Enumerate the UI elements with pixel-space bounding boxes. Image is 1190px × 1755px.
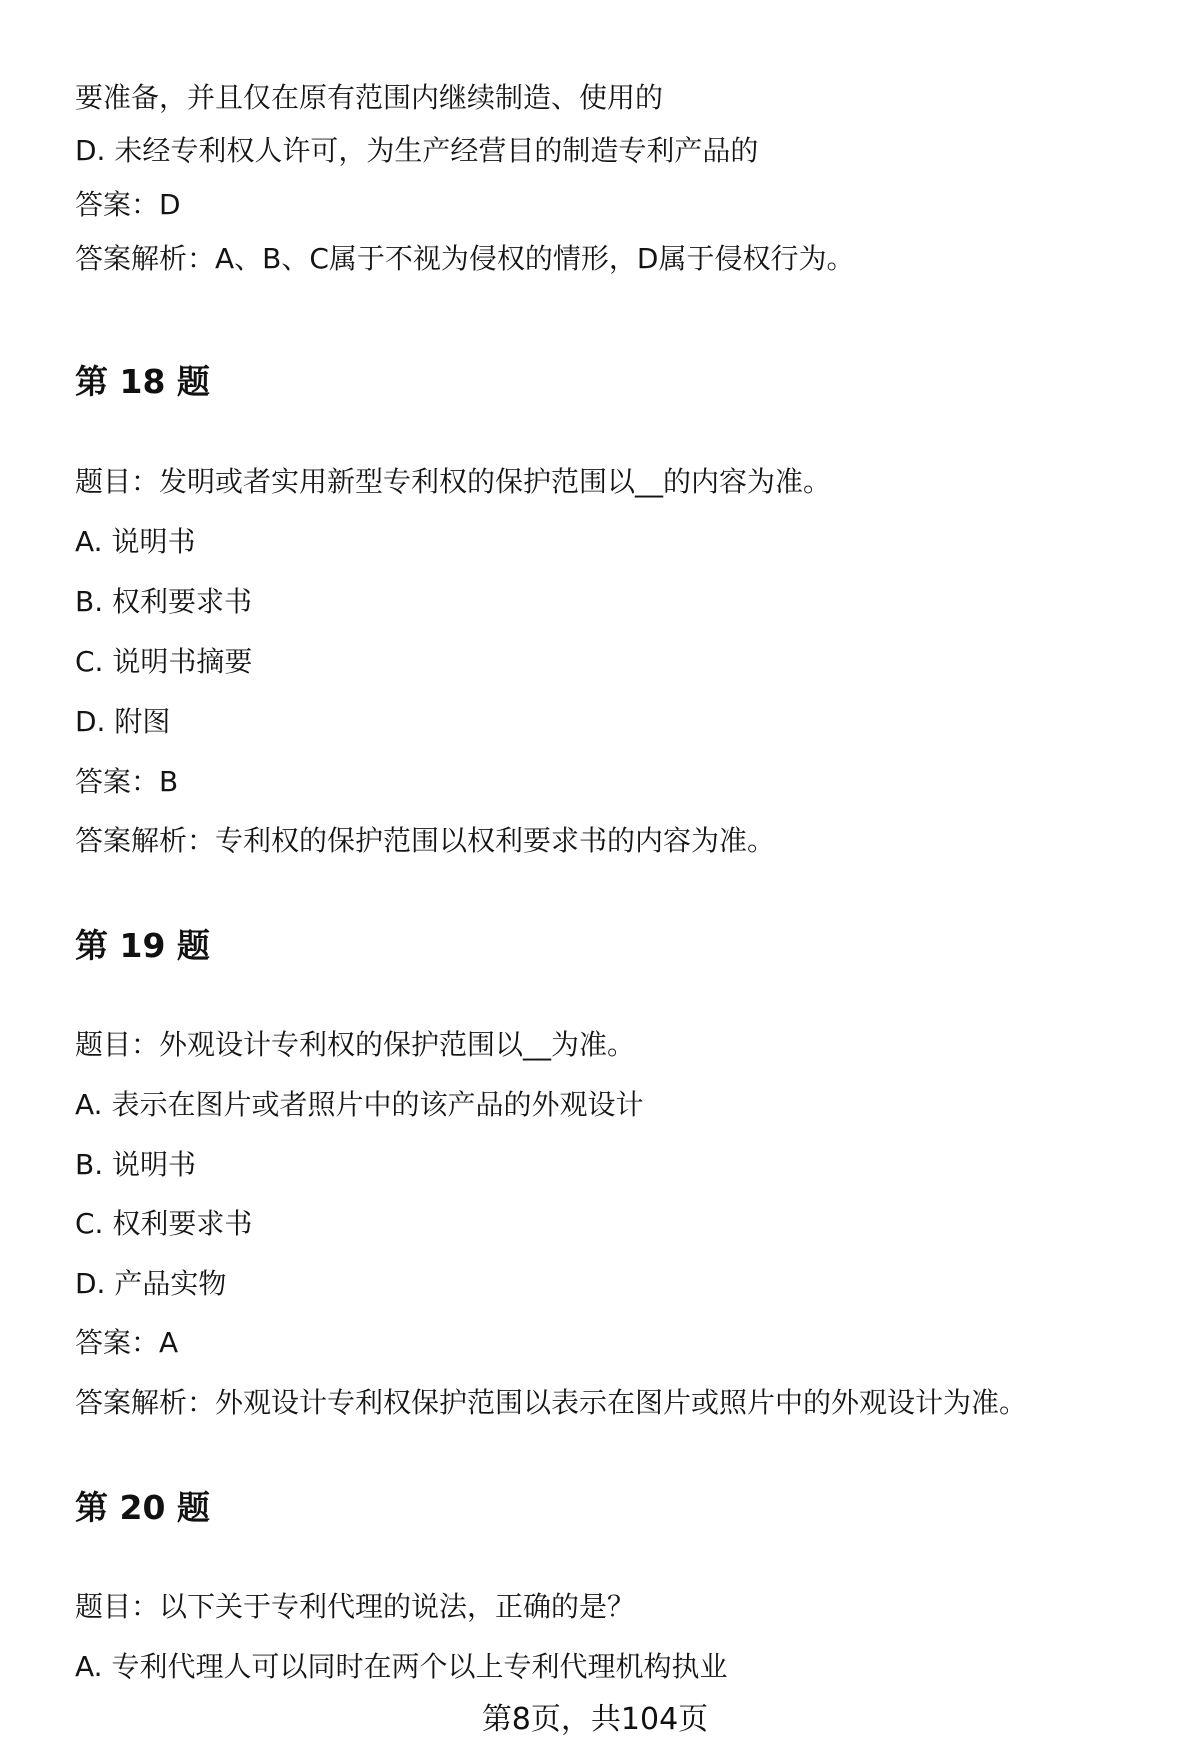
q19-option-c: C. 权利要求书 [75, 1207, 253, 1240]
q18-question: 题目：发明或者实用新型专利权的保护范围以__的内容为准。 [75, 465, 832, 498]
q17-option-d: D. 未经专利权人许可，为生产经营目的制造专利产品的 [75, 134, 759, 167]
q18-option-a: A. 说明书 [75, 525, 196, 558]
q18-option-b: B. 权利要求书 [75, 585, 253, 618]
q19-question: 题目：外观设计专利权的保护范围以__为准。 [75, 1028, 636, 1061]
page-number-footer: 第8页，共104页 [481, 1702, 709, 1737]
q19-option-b: B. 说明书 [75, 1148, 197, 1181]
q18-answer: 答案：B [75, 765, 179, 798]
q19-option-d: D. 产品实物 [75, 1267, 227, 1300]
q18-option-d: D. 附图 [75, 705, 171, 738]
q18-explanation: 答案解析：专利权的保护范围以权利要求书的内容为准。 [75, 824, 776, 857]
q18-heading: 第 18 题 [75, 362, 210, 401]
q19-explanation: 答案解析：外观设计专利权保护范围以表示在图片或照片中的外观设计为准。 [75, 1386, 1028, 1419]
q19-heading: 第 19 题 [75, 926, 210, 965]
q18-option-c: C. 说明书摘要 [75, 645, 253, 678]
q17-explanation: 答案解析：A、B、C属于不视为侵权的情形，D属于侵权行为。 [75, 242, 855, 275]
continued-option-text: 要准备，并且仅在原有范围内继续制造、使用的 [75, 81, 664, 114]
q20-heading: 第 20 题 [75, 1488, 210, 1527]
q17-answer: 答案：D [75, 188, 181, 221]
q20-option-a: A. 专利代理人可以同时在两个以上专利代理机构执业 [75, 1650, 728, 1683]
q20-question: 题目：以下关于专利代理的说法，正确的是？ [75, 1590, 636, 1623]
q19-answer: 答案：A [75, 1326, 179, 1359]
q19-option-a: A. 表示在图片或者照片中的该产品的外观设计 [75, 1088, 644, 1121]
